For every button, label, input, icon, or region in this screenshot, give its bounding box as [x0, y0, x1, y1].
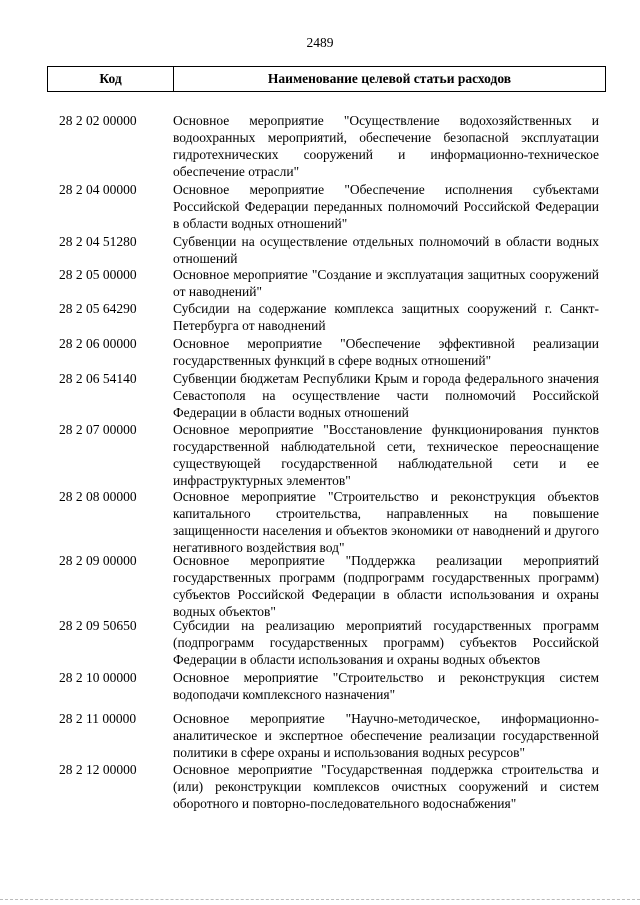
row-description: Субвенции бюджетам Республики Крым и города федерального значения Севастополя на осуществление части полномочий Российской Федерации в области водных отношений [173, 371, 599, 420]
row-description: Основное мероприятие "Государственная поддержка строительства и (или) реконструкции комплексов очистных сооружений и систем оборотного и повторно-последовательного водоснабжения" [173, 762, 599, 811]
row-code: 28 2 09 00000 [59, 553, 137, 568]
row-description: Основное мероприятие "Обеспечение исполнения субъектами Российской Федерации переданных полномочий Российской Федерации в области водных отношений" [173, 182, 599, 231]
row-description: Субсидии на реализацию мероприятий государственных программ (подпрограмм государственных программ) субъектов Российской Федерации в области использования и охраны водных объектов [173, 618, 599, 667]
row-description: Основное мероприятие "Осуществление водохозяйственных и водоохранных мероприятий, обеспечение безопасной эксплуатации гидротехнических сооружений и информационно-техническое обеспечение отрасли" [173, 113, 599, 179]
row-description: Основное мероприятие "Строительство и реконструкция объектов капитального строительства, направленных на повышение защищенности населения и объектов экономики от наводнений и другого негативного воздействия вод" [173, 489, 599, 555]
row-description: Основное мероприятие "Восстановление функционирования пунктов государственной наблюдательной сети, техническое переоснащение существующей государственной наблюдательной сети и ее инфраструктурных элементов" [173, 422, 599, 488]
header-code: Код [48, 67, 174, 91]
row-description: Субвенции на осуществление отдельных полномочий в области водных отношений [173, 234, 599, 266]
header-name: Наименование целевой статьи расходов [267, 71, 512, 86]
row-code: 28 2 04 51280 [59, 234, 137, 249]
row-code: 28 2 06 54140 [59, 371, 137, 386]
row-code: 28 2 07 00000 [59, 422, 137, 437]
row-description: Субсидии на содержание комплекса защитных сооружений г. Санкт-Петербурга от наводнений [173, 301, 599, 333]
row-code: 28 2 08 00000 [59, 489, 137, 504]
row-description: Основное мероприятие "Создание и эксплуатация защитных сооружений от наводнений" [173, 267, 599, 299]
page-number: 2489 [306, 35, 334, 50]
row-code: 28 2 11 00000 [59, 711, 137, 726]
row-description: Основное мероприятие "Строительство и реконструкция систем водоподачи комплексного назначения" [173, 670, 599, 702]
row-code: 28 2 05 64290 [59, 301, 137, 316]
row-code: 28 2 04 00000 [59, 182, 137, 197]
row-code: 28 2 09 50650 [59, 618, 137, 633]
row-description: Основное мероприятие "Обеспечение эффективной реализации государственных функций в сфере водных отношений" [173, 336, 599, 368]
row-code: 28 2 02 00000 [59, 113, 137, 128]
row-description: Основное мероприятие "Поддержка реализации мероприятий государственных программ (подпрограмм государственных программ) субъектов Российской Федерации в области использования и охраны водных объектов" [173, 553, 599, 619]
row-code: 28 2 12 00000 [59, 762, 137, 777]
row-code: 28 2 06 00000 [59, 336, 137, 351]
row-code: 28 2 10 00000 [59, 670, 137, 685]
scan-edge-divider [0, 899, 640, 901]
row-description: Основное мероприятие "Научно-методическое, информационно-аналитическое и экспертное обеспечение реализации государственной политики в сфере охраны и использования водных ресурсов" [173, 711, 599, 760]
row-code: 28 2 05 00000 [59, 267, 137, 282]
